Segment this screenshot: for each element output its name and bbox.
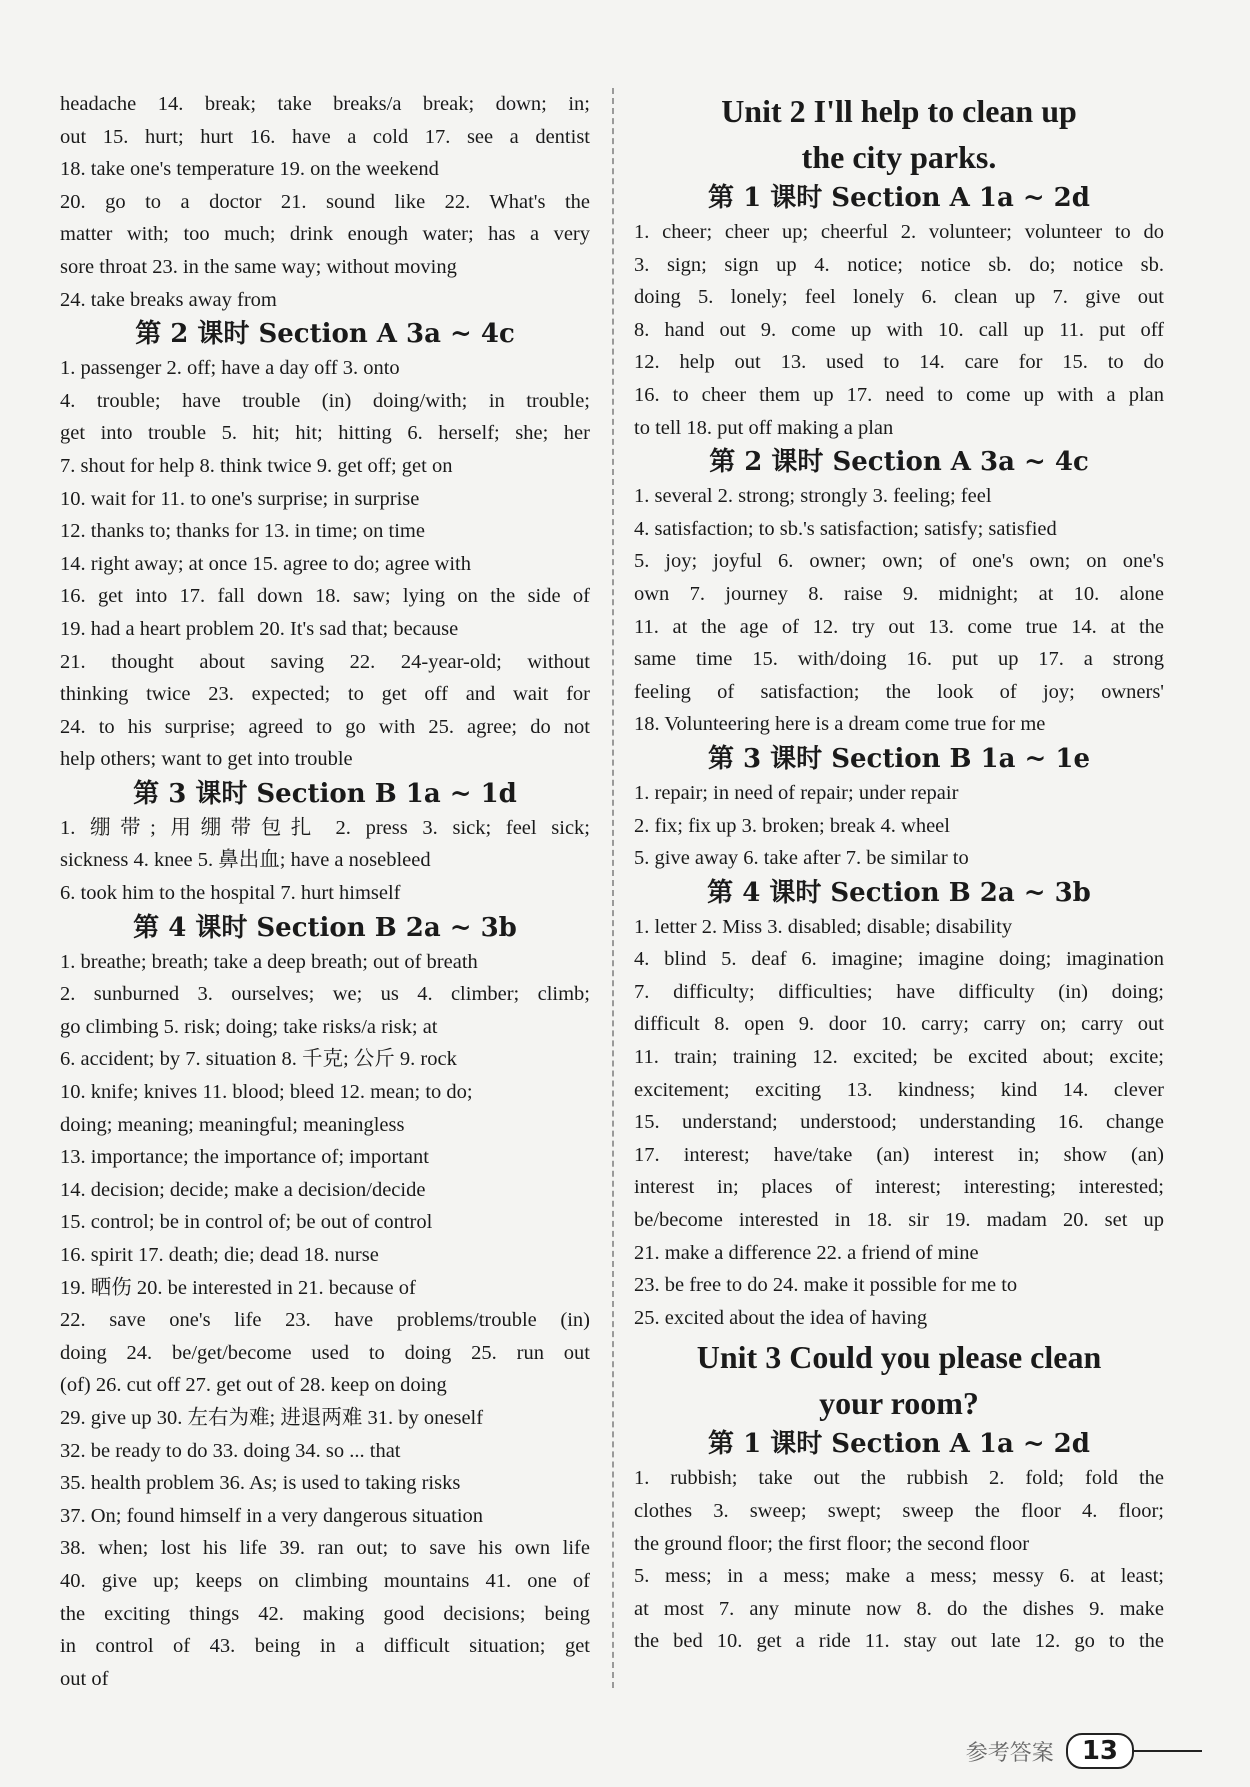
- answer-line: 2. fix; fix up 3. broken; break 4. wheel: [634, 814, 950, 837]
- answer-line: 15. control; be in control of; be out of control: [60, 1211, 433, 1234]
- answer-line: go climbing 5. risk; doing; take risks/a risk; at: [60, 1015, 438, 1038]
- answer-line: 1. several 2. strong; strongly 3. feeling; feel: [634, 485, 992, 508]
- answer-line: 40. give up; keeps on climbing mountains 41. one of: [60, 1569, 590, 1592]
- answer-line: to tell 18. put off making a plan: [634, 416, 894, 439]
- page-footer: [966, 1733, 1202, 1769]
- answer-line: difficult 8. open 9. door 10. carry; carry on; carry out: [634, 1013, 1164, 1036]
- answer-line: doing; meaning; meaningful; meaningless: [60, 1113, 405, 1136]
- answer-line: 18. Volunteering here is a dream come true for me: [634, 713, 1046, 736]
- answer-line: doing 24. be/get/become used to doing 25. run out: [60, 1341, 590, 1364]
- unit-title-line: the city parks.: [801, 139, 997, 175]
- answer-line: 11. at the age of 12. try out 13. come true 14. at the: [634, 615, 1164, 638]
- answer-line: the bed 10. get a ride 11. stay out late 12. go to the: [634, 1630, 1164, 1653]
- section-heading: 第 4 课时 Section B 2a ~ 3b: [133, 912, 517, 943]
- answer-line: get into trouble 5. hit; hit; hitting 6. herself; she; her: [60, 422, 590, 445]
- answer-line: 32. be ready to do 33. doing 34. so ... that: [60, 1439, 401, 1462]
- answer-line: 6. took him to the hospital 7. hurt himself: [60, 882, 401, 905]
- answer-line: 1. passenger 2. off; have a day off 3. onto: [60, 357, 400, 380]
- answer-line: 5. joy; joyful 6. owner; own; of one's own; on one's: [634, 550, 1164, 573]
- page-number: 13: [1066, 1733, 1134, 1769]
- answer-line: be/become interested in 18. sir 19. madam 20. set up: [634, 1209, 1164, 1232]
- answer-line: 14. decision; decide; make a decision/decide: [60, 1178, 426, 1201]
- answer-line: 25. excited about the idea of having: [634, 1306, 928, 1329]
- answer-line: own 7. journey 8. raise 9. midnight; at 10. alone: [634, 582, 1164, 605]
- answer-line: matter with; too much; drink enough water; has a very: [60, 223, 590, 246]
- answer-line: (of) 26. cut off 27. get out of 28. keep on doing: [60, 1374, 447, 1397]
- answer-line: interest in; places of interest; interesting; interested;: [634, 1176, 1164, 1199]
- answer-line: 37. On; found himself in a very dangerous situation: [60, 1504, 484, 1527]
- section-heading: 第 2 课时 Section A 3a ~ 4c: [709, 447, 1089, 478]
- answer-line: out 15. hurt; hurt 16. have a cold 17. see a dentist: [60, 125, 590, 148]
- section-heading: 第 4 课时 Section B 2a ~ 3b: [707, 877, 1091, 908]
- answer-line: 29. give up 30. 左右为难; 进退两难 31. by oneself: [60, 1406, 484, 1429]
- section-heading: 第 3 课时 Section B 1a ~ 1d: [133, 778, 517, 809]
- answer-line: clothes 3. sweep; swept; sweep the floor 4. floor;: [634, 1500, 1164, 1522]
- answer-line: doing 5. lonely; feel lonely 6. clean up 7. give out: [634, 286, 1164, 309]
- footer-rule: [1132, 1750, 1202, 1752]
- left-column: [60, 88, 590, 1695]
- answer-line: 22. save one's life 23. have problems/trouble (in): [60, 1309, 590, 1332]
- section-heading: 第 1 课时 Section A 1a ~ 2d: [708, 183, 1090, 213]
- answer-line: 13. importance; the importance of; important: [60, 1146, 429, 1169]
- footer-label: 参考答案: [965, 1740, 1054, 1766]
- unit-title-line: your room?: [819, 1385, 979, 1422]
- section-heading: 第 2 课时 Section A 3a ~ 4c: [135, 319, 515, 350]
- answer-line: 7. difficulty; difficulties; have difficulty (in) doing;: [634, 980, 1164, 1003]
- answer-line: 15. understand; understood; understanding 16. change: [634, 1111, 1164, 1134]
- answer-line: 21. thought about saving 22. 24-year-old; without: [60, 650, 590, 673]
- answer-line: 20. go to a doctor 21. sound like 22. What's the: [60, 190, 590, 213]
- answer-line: 1. 绷带; 用绷带包扎 2. press 3. sick; feel sick;: [60, 816, 590, 839]
- answer-line: 7. shout for help 8. think twice 9. get off; get on: [60, 454, 453, 477]
- answer-line: 1. rubbish; take out the rubbish 2. fold; fold the: [634, 1467, 1164, 1490]
- answer-line: feeling of satisfaction; the look of joy; owners': [634, 680, 1164, 703]
- answer-line: 1. cheer; cheer up; cheerful 2. volunteer; volunteer to do: [634, 221, 1164, 243]
- answer-line: 4. blind 5. deaf 6. imagine; imagine doing; imagination: [634, 948, 1164, 971]
- answer-line: the exciting things 42. making good decisions; being: [60, 1602, 590, 1625]
- right-column: [634, 88, 1164, 1658]
- answer-line: 19. 晒伤 20. be interested in 21. because of: [60, 1276, 416, 1299]
- answer-line: same time 15. with/doing 16. put up 17. a strong: [634, 648, 1164, 671]
- answer-line: 17. interest; have/take (an) interest in; show (an): [634, 1143, 1164, 1166]
- answer-line: 1. letter 2. Miss 3. disabled; disable; disability: [634, 915, 1013, 938]
- answer-line: at most 7. any minute now 8. do the dishes 9. make: [634, 1597, 1164, 1620]
- answer-line: 16. to cheer them up 17. need to come up with a plan: [634, 383, 1164, 406]
- answer-line: 21. make a difference 22. a friend of mine: [634, 1241, 979, 1264]
- answer-line: excitement; exciting 13. kindness; kind 14. clever: [634, 1078, 1164, 1101]
- answer-line: 35. health problem 36. As; is used to taking risks: [60, 1472, 461, 1495]
- answer-line: 1. repair; in need of repair; under repair: [634, 781, 959, 804]
- section-heading: 第 1 课时 Section A 1a ~ 2d: [708, 1429, 1090, 1460]
- unit-title-line: Unit 3 Could you please clean: [696, 1339, 1102, 1376]
- unit-title-line: Unit 2 I'll help to clean up: [721, 93, 1077, 129]
- answer-line: in control of 43. being in a difficult situation; get: [60, 1635, 590, 1658]
- answer-line: sore throat 23. in the same way; without moving: [60, 255, 457, 278]
- answer-line: sickness 4. knee 5. 鼻出血; have a nosebleed: [60, 849, 431, 872]
- answer-line: 12. thanks to; thanks for 13. in time; on time: [60, 520, 425, 543]
- answer-line: 18. take one's temperature 19. on the weekend: [60, 158, 439, 181]
- answer-line: headache 14. break; take breaks/a break; down; in;: [60, 93, 590, 115]
- section-heading: 第 3 课时 Section B 1a ~ 1e: [707, 743, 1091, 774]
- answer-line: 4. trouble; have trouble (in) doing/with; in trouble;: [60, 389, 590, 412]
- column-divider: [612, 88, 614, 1688]
- answer-line: help others; want to get into trouble: [60, 748, 353, 771]
- answer-line: 23. be free to do 24. make it possible for me to: [634, 1274, 1018, 1297]
- answer-line: 14. right away; at once 15. agree to do; agree with: [60, 552, 471, 575]
- answer-line: 11. train; training 12. excited; be excited about; excite;: [634, 1046, 1164, 1069]
- answer-line: 12. help out 13. used to 14. care for 15. to do: [634, 351, 1164, 374]
- answer-line: 16. get into 17. fall down 18. saw; lying on the side of: [60, 585, 590, 608]
- answer-line: 6. accident; by 7. situation 8. 千克; 公斤 9. rock: [60, 1048, 457, 1071]
- answer-line: 1. breathe; breath; take a deep breath; out of breath: [60, 950, 478, 973]
- answer-line: 16. spirit 17. death; die; dead 18. nurse: [60, 1244, 379, 1266]
- answer-line: 24. to his surprise; agreed to go with 25. agree; do not: [60, 715, 590, 738]
- answer-line: 19. had a heart problem 20. It's sad that; because: [60, 617, 459, 640]
- answer-line: 10. wait for 11. to one's surprise; in surprise: [60, 487, 420, 510]
- answer-line: 5. give away 6. take after 7. be similar to: [634, 847, 969, 870]
- answer-line: thinking twice 23. expected; to get off and wait for: [60, 683, 590, 706]
- answer-line: 10. knife; knives 11. blood; bleed 12. mean; to do;: [60, 1081, 473, 1104]
- answer-line: 2. sunburned 3. ourselves; we; us 4. climber; climb;: [60, 983, 590, 1006]
- answer-line: out of: [60, 1667, 109, 1690]
- answer-line: 24. take breaks away from: [60, 288, 277, 311]
- unit-title: [634, 1334, 1164, 1426]
- answer-line: 8. hand out 9. come up with 10. call up 11. put off: [634, 318, 1164, 341]
- answer-line: 38. when; lost his life 39. ran out; to save his own life: [60, 1537, 590, 1560]
- answer-line: 4. satisfaction; to sb.'s satisfaction; satisfy; satisfied: [634, 517, 1057, 540]
- answer-line: 3. sign; sign up 4. notice; notice sb. do; notice sb.: [634, 253, 1164, 276]
- answer-line: the ground floor; the first floor; the second floor: [634, 1532, 1030, 1555]
- unit-title: [634, 88, 1164, 180]
- answer-line: 5. mess; in a mess; make a mess; messy 6. at least;: [634, 1565, 1164, 1588]
